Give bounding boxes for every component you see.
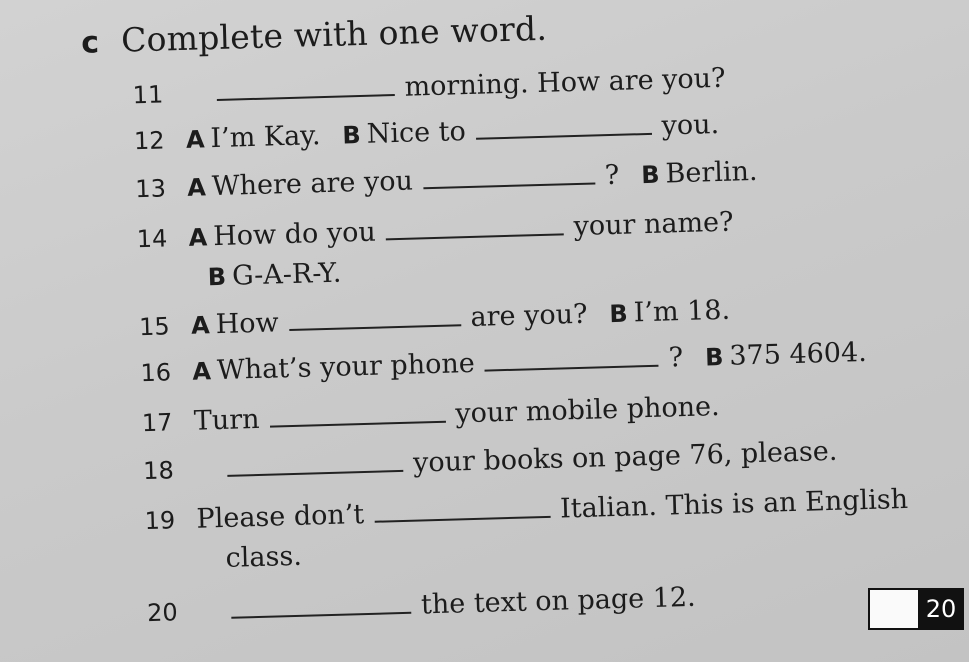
item-text: morning. How are you? bbox=[404, 62, 726, 103]
item-text: the text on page 12. bbox=[420, 581, 697, 621]
speaker-b: B bbox=[640, 160, 660, 190]
speaker-b: B bbox=[609, 299, 629, 329]
item-15 bbox=[139, 294, 731, 344]
item-text: your mobile phone. bbox=[455, 391, 721, 430]
speaker-b: B bbox=[704, 342, 724, 372]
item-text: 375 4604. bbox=[728, 336, 868, 372]
item-text: I’m Kay. bbox=[210, 120, 321, 155]
answer-blank-18[interactable] bbox=[227, 448, 404, 477]
item-text: I’m 18. bbox=[633, 294, 731, 329]
speaker-b: B bbox=[207, 262, 227, 292]
item-number: 16 bbox=[140, 358, 172, 388]
item-11 bbox=[132, 62, 726, 113]
answer-blank-12[interactable] bbox=[475, 111, 652, 140]
speaker-a: A bbox=[186, 173, 207, 202]
item-number: 15 bbox=[138, 312, 171, 342]
answer-blank-13[interactable] bbox=[422, 160, 595, 189]
speaker-b: B bbox=[342, 120, 362, 150]
item-text: Please don’t bbox=[196, 499, 365, 535]
item-text: your books on page 76, please. bbox=[412, 435, 838, 479]
speaker-a: A bbox=[188, 223, 208, 252]
answer-blank-19[interactable] bbox=[374, 494, 551, 523]
item-20 bbox=[147, 581, 696, 630]
item-text: How bbox=[215, 307, 280, 341]
item-number: 14 bbox=[136, 224, 168, 254]
answer-blank-11[interactable] bbox=[216, 72, 395, 101]
item-14-line-2 bbox=[207, 257, 341, 295]
item-text: ? bbox=[604, 159, 620, 192]
answer-blank-20[interactable] bbox=[231, 590, 412, 619]
item-19 bbox=[144, 483, 908, 538]
item-text: Berlin. bbox=[665, 155, 758, 190]
item-text: you. bbox=[661, 108, 720, 142]
item-text: Italian. This is an English bbox=[559, 483, 909, 525]
exercise-letter: c bbox=[80, 25, 100, 61]
item-text: G-A-R-Y. bbox=[231, 257, 342, 292]
speaker-a: A bbox=[190, 311, 211, 340]
answer-blank-15[interactable] bbox=[288, 302, 461, 331]
item-19-line-2 bbox=[225, 540, 302, 576]
item-17 bbox=[141, 390, 720, 440]
speaker-a: A bbox=[185, 125, 205, 154]
item-number: 13 bbox=[134, 174, 167, 204]
item-number: 20 bbox=[146, 598, 179, 628]
item-text: your name? bbox=[573, 206, 734, 243]
item-text: Nice to bbox=[366, 116, 467, 150]
item-number: 17 bbox=[141, 408, 173, 438]
item-12 bbox=[134, 108, 720, 158]
item-text: ? bbox=[668, 342, 684, 374]
exercise-title: Complete with one word. bbox=[120, 8, 548, 60]
score-total: 20 bbox=[918, 588, 964, 630]
item-text: are you? bbox=[470, 298, 588, 333]
item-number: 19 bbox=[144, 506, 176, 536]
item-number: 12 bbox=[133, 126, 165, 156]
item-18 bbox=[143, 435, 838, 488]
item-13 bbox=[135, 155, 758, 206]
item-text: What’s your phone bbox=[216, 347, 476, 387]
item-number: 18 bbox=[142, 456, 175, 486]
score-input-box[interactable] bbox=[868, 588, 922, 630]
item-text: How do you bbox=[212, 216, 377, 253]
exercise-heading bbox=[81, 9, 548, 61]
item-text: class. bbox=[225, 540, 303, 574]
answer-blank-17[interactable] bbox=[269, 399, 446, 428]
item-number: 11 bbox=[132, 80, 164, 110]
item-14 bbox=[136, 206, 734, 257]
item-text: Where are you bbox=[211, 165, 414, 203]
speaker-a: A bbox=[192, 357, 212, 386]
item-text: Turn bbox=[193, 403, 260, 437]
answer-blank-14[interactable] bbox=[385, 211, 564, 240]
item-16 bbox=[140, 336, 867, 390]
answer-blank-16[interactable] bbox=[484, 343, 659, 372]
